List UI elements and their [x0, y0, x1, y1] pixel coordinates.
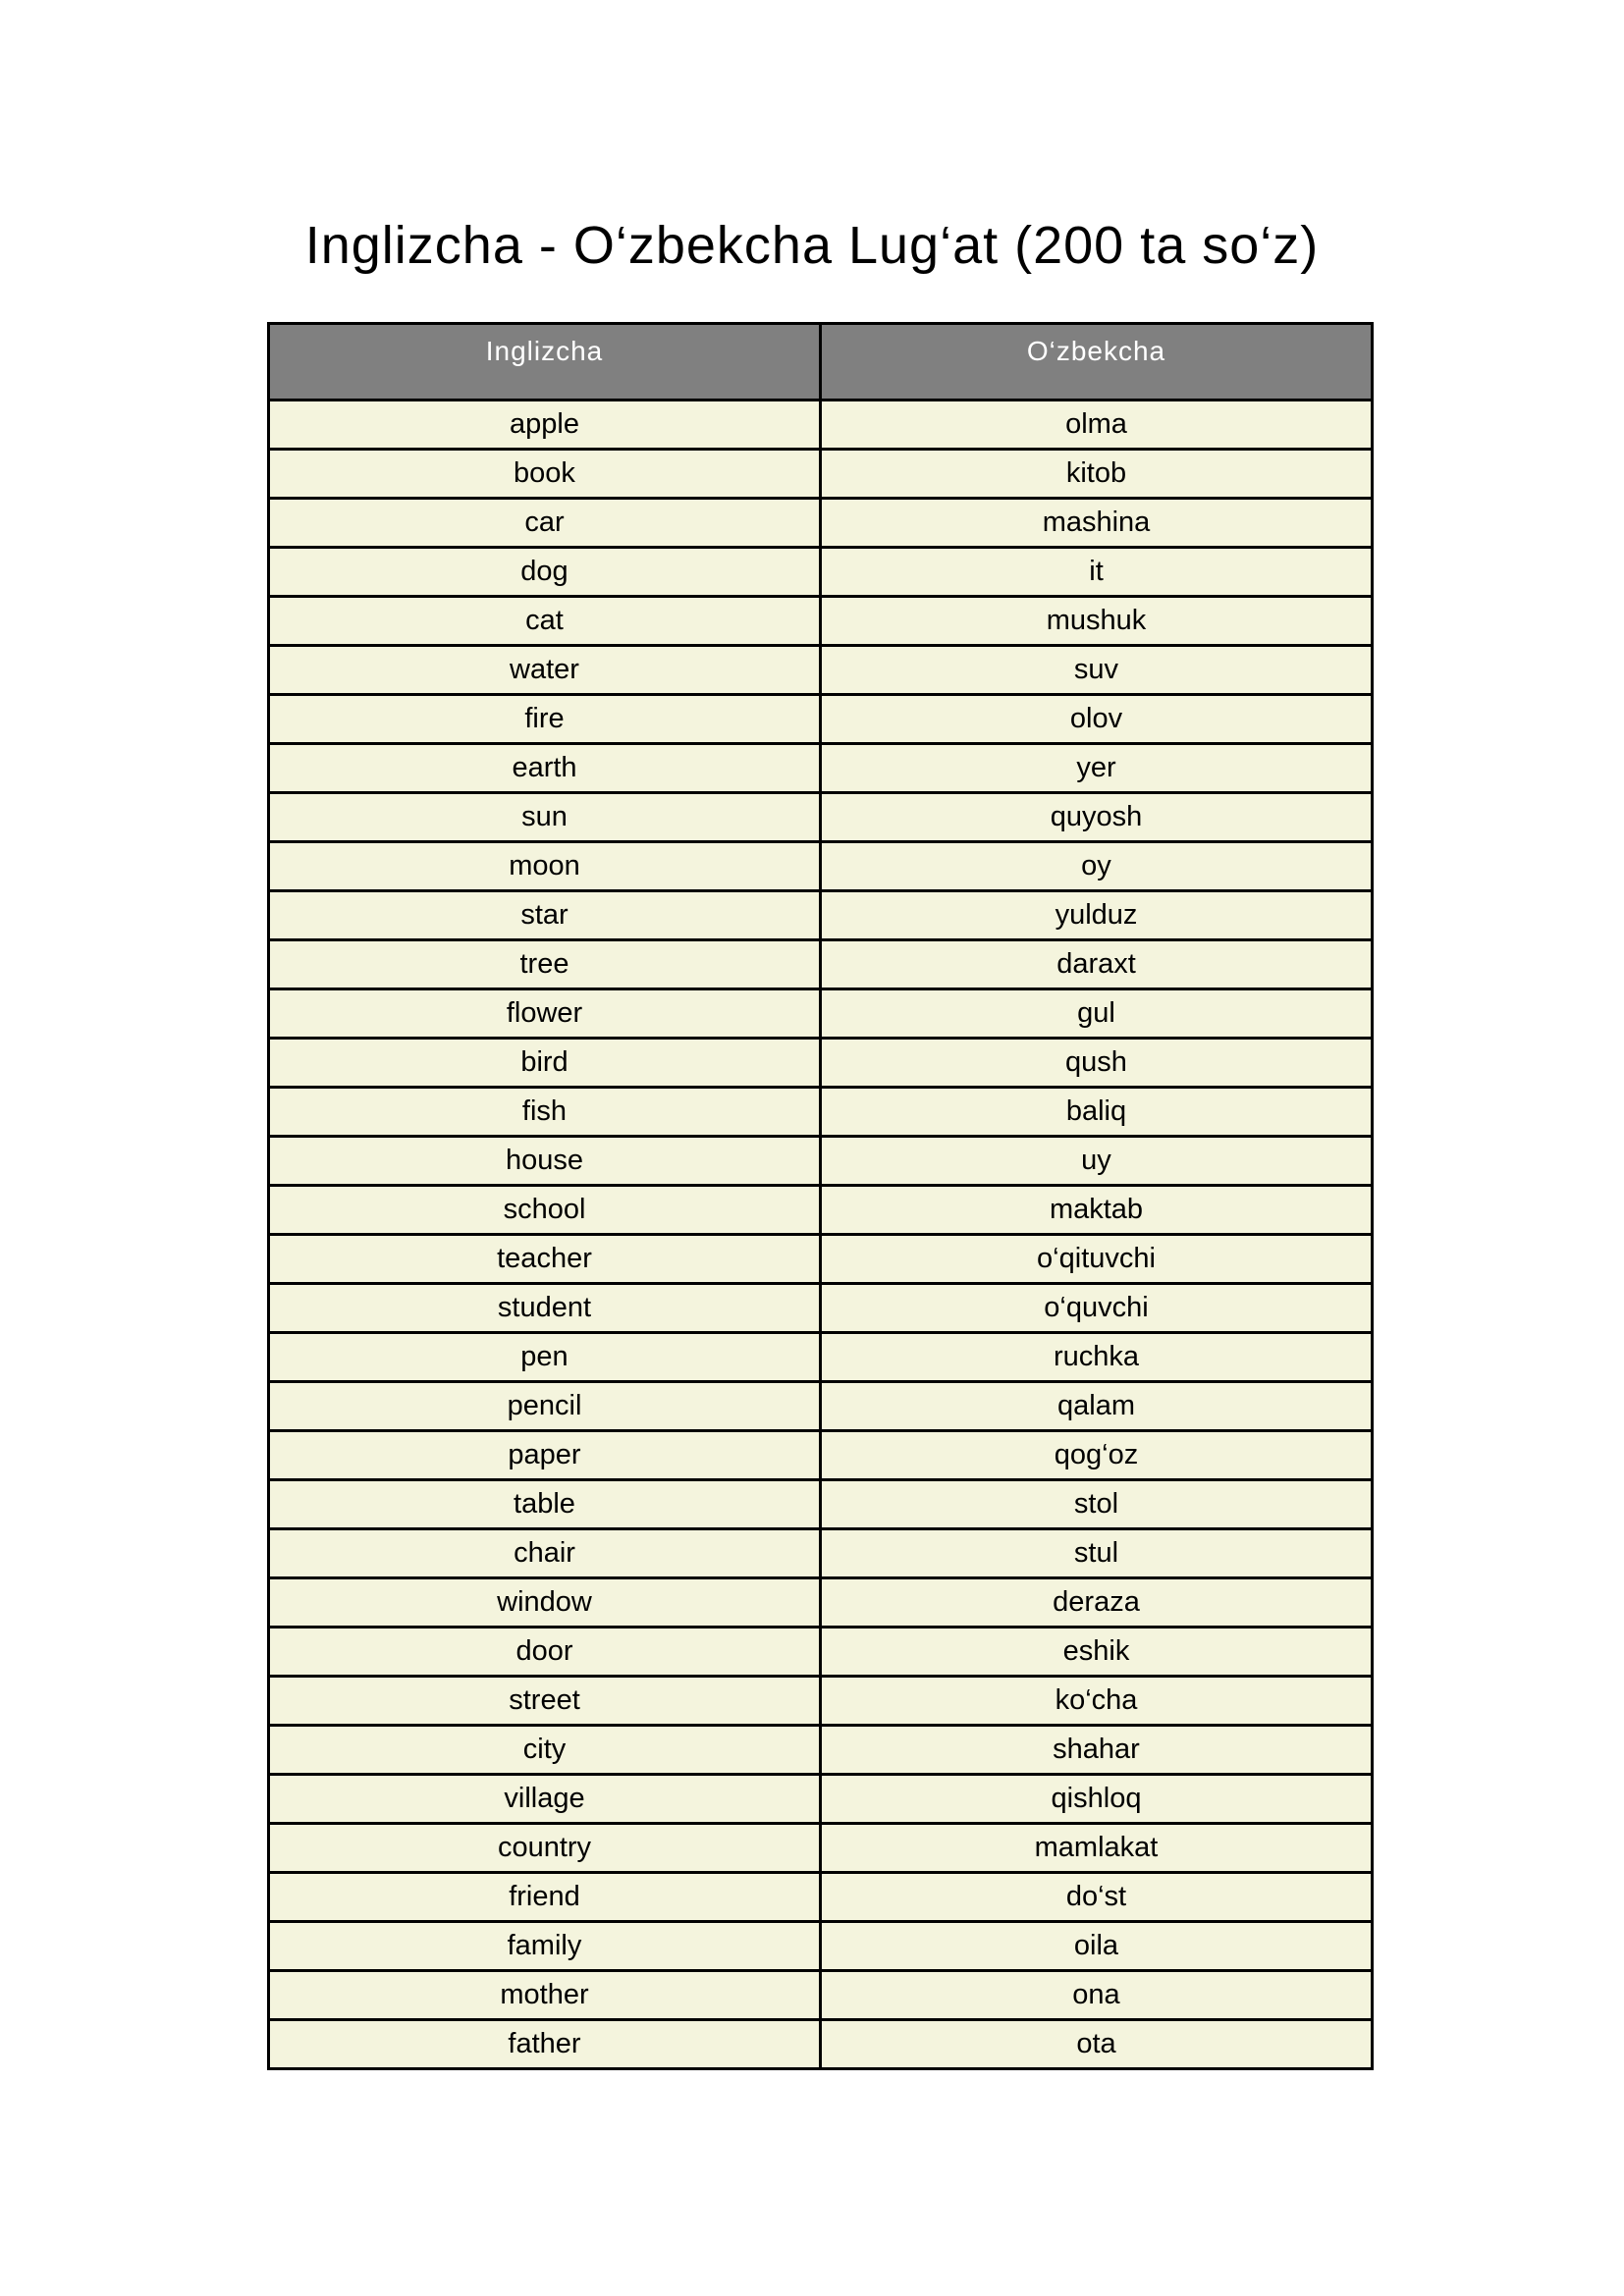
english-word-cell: student: [269, 1284, 821, 1333]
uzbek-word-cell: mashina: [821, 499, 1373, 548]
uzbek-word-cell: olma: [821, 400, 1373, 450]
table-row: [269, 989, 1373, 1039]
table-row: [269, 1235, 1373, 1284]
uzbek-word-cell: yer: [821, 744, 1373, 793]
uzbek-word-cell: shahar: [821, 1726, 1373, 1775]
uzbek-word-cell: olov: [821, 695, 1373, 744]
table-row: [269, 1137, 1373, 1186]
uzbek-word-cell: ko‘cha: [821, 1677, 1373, 1726]
table-row: [269, 1284, 1373, 1333]
english-word-cell: car: [269, 499, 821, 548]
uzbek-word-cell: ruchka: [821, 1333, 1373, 1382]
english-word-cell: city: [269, 1726, 821, 1775]
table-row: [269, 793, 1373, 842]
english-word-cell: sun: [269, 793, 821, 842]
table-row: [269, 1775, 1373, 1824]
english-word-cell: school: [269, 1186, 821, 1235]
table-row: [269, 1922, 1373, 1971]
uzbek-word-cell: qalam: [821, 1382, 1373, 1431]
english-word-cell: star: [269, 891, 821, 940]
uzbek-word-cell: kitob: [821, 450, 1373, 499]
table-row: [269, 1333, 1373, 1382]
table-row: [269, 1628, 1373, 1677]
uzbek-word-cell: mushuk: [821, 597, 1373, 646]
table-row: [269, 891, 1373, 940]
uzbek-word-cell: mamlakat: [821, 1824, 1373, 1873]
uzbek-word-cell: stol: [821, 1480, 1373, 1529]
uzbek-word-cell: do‘st: [821, 1873, 1373, 1922]
uzbek-word-cell: eshik: [821, 1628, 1373, 1677]
table-row: [269, 2020, 1373, 2069]
table-row: [269, 1431, 1373, 1480]
english-word-cell: book: [269, 450, 821, 499]
table-row: [269, 940, 1373, 989]
uzbek-word-cell: qush: [821, 1039, 1373, 1088]
english-word-cell: pencil: [269, 1382, 821, 1431]
uzbek-word-cell: stul: [821, 1529, 1373, 1578]
english-word-cell: dog: [269, 548, 821, 597]
english-word-cell: tree: [269, 940, 821, 989]
english-word-cell: apple: [269, 400, 821, 450]
uzbek-word-cell: quyosh: [821, 793, 1373, 842]
table-row: [269, 646, 1373, 695]
table-row: [269, 842, 1373, 891]
uzbek-word-cell: oila: [821, 1922, 1373, 1971]
uzbek-word-cell: uy: [821, 1137, 1373, 1186]
uzbek-word-cell: deraza: [821, 1578, 1373, 1628]
table-row: [269, 695, 1373, 744]
english-word-cell: fire: [269, 695, 821, 744]
english-word-cell: water: [269, 646, 821, 695]
column-header-uzbek: O‘zbekcha: [821, 324, 1373, 400]
english-word-cell: paper: [269, 1431, 821, 1480]
uzbek-word-cell: qog‘oz: [821, 1431, 1373, 1480]
uzbek-word-cell: ota: [821, 2020, 1373, 2069]
table-row: [269, 1088, 1373, 1137]
uzbek-word-cell: suv: [821, 646, 1373, 695]
english-word-cell: house: [269, 1137, 821, 1186]
uzbek-word-cell: o‘quvchi: [821, 1284, 1373, 1333]
english-word-cell: window: [269, 1578, 821, 1628]
english-word-cell: village: [269, 1775, 821, 1824]
table-row: [269, 450, 1373, 499]
table-row: [269, 499, 1373, 548]
english-word-cell: mother: [269, 1971, 821, 2020]
uzbek-word-cell: ona: [821, 1971, 1373, 2020]
table-row: [269, 1480, 1373, 1529]
table-row: [269, 1578, 1373, 1628]
english-word-cell: bird: [269, 1039, 821, 1088]
english-word-cell: moon: [269, 842, 821, 891]
english-word-cell: cat: [269, 597, 821, 646]
english-word-cell: family: [269, 1922, 821, 1971]
english-word-cell: friend: [269, 1873, 821, 1922]
english-word-cell: country: [269, 1824, 821, 1873]
table-body: [269, 400, 1373, 2069]
english-word-cell: father: [269, 2020, 821, 2069]
english-word-cell: pen: [269, 1333, 821, 1382]
uzbek-word-cell: yulduz: [821, 891, 1373, 940]
table-row: [269, 1529, 1373, 1578]
uzbek-word-cell: daraxt: [821, 940, 1373, 989]
table-row: [269, 1382, 1373, 1431]
uzbek-word-cell: baliq: [821, 1088, 1373, 1137]
uzbek-word-cell: oy: [821, 842, 1373, 891]
dictionary-table: [267, 322, 1374, 2070]
table-row: [269, 1824, 1373, 1873]
uzbek-word-cell: it: [821, 548, 1373, 597]
uzbek-word-cell: maktab: [821, 1186, 1373, 1235]
table-row: [269, 1677, 1373, 1726]
uzbek-word-cell: o‘qituvchi: [821, 1235, 1373, 1284]
table-row: [269, 1971, 1373, 2020]
table-header-row: [269, 324, 1373, 400]
table-row: [269, 1039, 1373, 1088]
uzbek-word-cell: gul: [821, 989, 1373, 1039]
table-row: [269, 400, 1373, 450]
column-header-english: Inglizcha: [269, 324, 821, 400]
table-row: [269, 548, 1373, 597]
english-word-cell: earth: [269, 744, 821, 793]
english-word-cell: table: [269, 1480, 821, 1529]
english-word-cell: fish: [269, 1088, 821, 1137]
table-row: [269, 744, 1373, 793]
uzbek-word-cell: qishloq: [821, 1775, 1373, 1824]
english-word-cell: chair: [269, 1529, 821, 1578]
english-word-cell: street: [269, 1677, 821, 1726]
english-word-cell: flower: [269, 989, 821, 1039]
page-title: Inglizcha - O‘zbekcha Lug‘at (200 ta so‘z): [304, 216, 1320, 275]
english-word-cell: door: [269, 1628, 821, 1677]
table-row: [269, 1873, 1373, 1922]
table-row: [269, 1186, 1373, 1235]
table-row: [269, 597, 1373, 646]
english-word-cell: teacher: [269, 1235, 821, 1284]
table-row: [269, 1726, 1373, 1775]
